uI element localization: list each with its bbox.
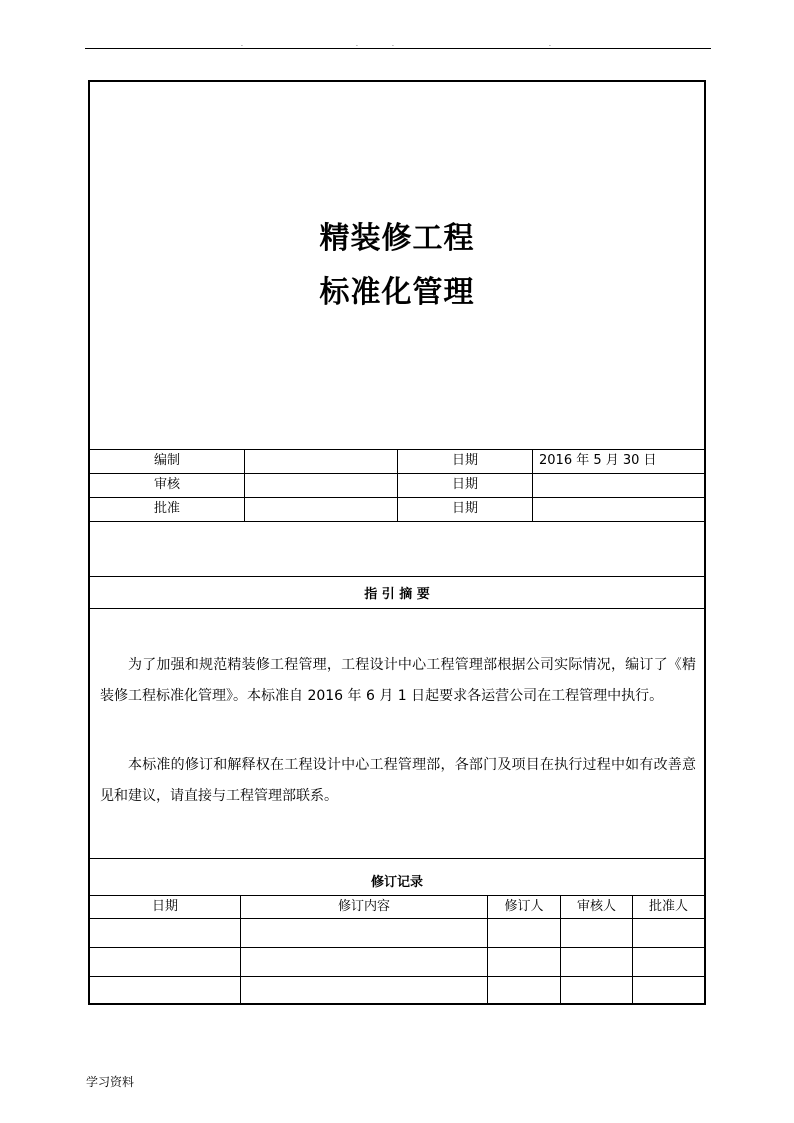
revisions-bottom-line [90, 1004, 704, 1005]
summary-paragraph-2: 本标准的修订和解释权在工程设计中心工程管理部，各部门及项目在执行过程中如有改善意见和建议，请直接与工程管理部联系。 [100, 757, 696, 804]
signoff-col-line [244, 449, 245, 521]
signoff-date-label: 日期 [451, 501, 478, 516]
header-mark: . [356, 41, 358, 48]
signoff-label: 编制 [153, 453, 180, 468]
title-line-1: 精装修工程 [319, 221, 475, 256]
footer-label: 学习资料 [86, 1075, 135, 1089]
revisions-col-reviser: 修订人 [504, 899, 544, 914]
signoff-date-value: 2016 年 5 月 30 日 [539, 453, 657, 468]
revisions-col-date: 日期 [151, 899, 178, 914]
signoff-date-label: 日期 [451, 477, 478, 492]
revisions-col-reviewer: 审核人 [576, 899, 616, 914]
document-frame [88, 80, 706, 1005]
signoff-label: 审核 [153, 477, 180, 492]
revisions-heading: 修订记录 [370, 875, 423, 890]
summary-heading: 指 引 摘 要 [364, 587, 430, 602]
cover-title [90, 212, 704, 320]
revisions-row-line [90, 947, 704, 948]
summary-paragraph-1: 为了加强和规范精装修工程管理，工程设计中心工程管理部根据公司实际情况，编订了《精装修工程标准化管理》。本标准自 2016 年 6 月 1 日起要求各运营公司在工程管理中执行。 [100, 657, 696, 704]
revisions-heading-top-line [90, 858, 704, 859]
header-mark: . [241, 41, 243, 48]
revisions-col-approver: 批准人 [648, 899, 688, 914]
signoff-label: 批准 [153, 501, 180, 516]
signoff-bottom-line [90, 521, 704, 522]
signoff-date-label: 日期 [451, 453, 478, 468]
header-rule [85, 48, 711, 49]
summary-heading-bottom-line [90, 608, 704, 609]
signoff-col-line [532, 449, 533, 521]
revisions-col-content: 修订内容 [337, 899, 390, 914]
revisions-row-line [90, 918, 704, 919]
header-mark: . [392, 41, 394, 48]
header-mark: . [549, 41, 551, 48]
revisions-row-line [90, 976, 704, 977]
summary-heading-top-line [90, 576, 704, 577]
title-line-2: 标准化管理 [319, 275, 475, 310]
